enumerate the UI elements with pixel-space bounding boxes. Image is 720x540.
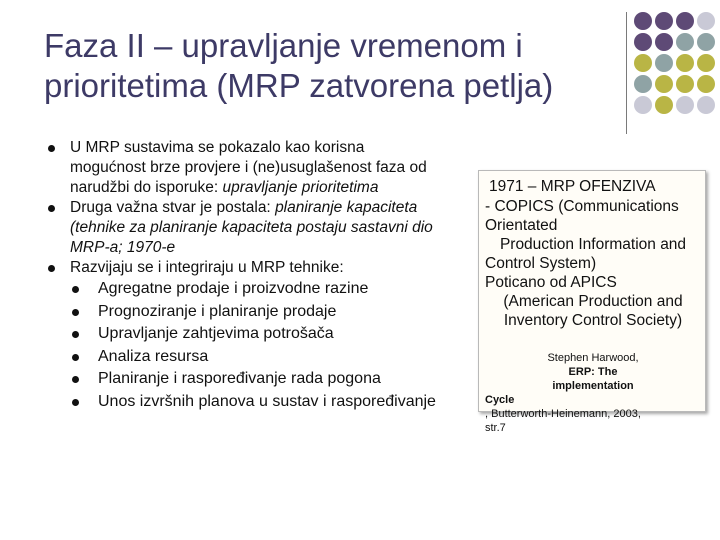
sub-bullet-item xyxy=(44,391,504,414)
sub-bullet-item xyxy=(44,301,504,324)
callout-heading: 1971 – MRP OFENZIVA xyxy=(489,178,656,195)
title-line-2: prioritetima (MRP zatvorena petlja) xyxy=(44,67,554,104)
sub-bullet-text: Unos izvršnih planova u sustav i raspoređivanje xyxy=(98,392,436,410)
decorative-dot xyxy=(676,54,694,72)
slide-title xyxy=(44,26,624,106)
sub-bullet-text: Analiza resursa xyxy=(98,347,209,365)
decorative-dot-grid xyxy=(630,10,720,134)
decorative-dot xyxy=(676,96,694,114)
bullet-dot-icon xyxy=(72,354,79,361)
decorative-dot xyxy=(697,54,715,72)
bullet-dot-icon xyxy=(48,205,55,212)
callout-body: - COPICS (Communications Orientated Production Information and Control System) Poticano od APICS (American Production and Inventory Control Society) xyxy=(485,198,687,329)
bullet-text: Druga važna stvar je postala: planiranje kapaciteta (tehnike za planiranje kapaciteta postaju sastavni dio MRP-a; 1970-e xyxy=(70,199,433,256)
decorative-dot xyxy=(634,75,652,93)
bullet-dot-icon xyxy=(48,265,55,272)
bullet-item xyxy=(44,198,504,258)
callout-citation: Stephen Harwood, ERP: The implementation Cycle , Butterworth-Heinemann, 2003, str.7 xyxy=(485,352,641,434)
callout-box xyxy=(478,170,706,434)
bullet-item xyxy=(44,258,504,278)
decorative-dot xyxy=(697,96,715,114)
bullet-dot-icon xyxy=(72,331,79,338)
decorative-dot xyxy=(697,12,715,30)
bullet-item xyxy=(44,138,504,198)
sub-bullet-text: Prognoziranje i planiranje prodaje xyxy=(98,302,337,320)
sub-bullet-item xyxy=(44,346,504,369)
sub-bullet-text: Planiranje i raspoređivanje rada pogona xyxy=(98,370,381,387)
decorative-dot xyxy=(634,33,652,51)
decorative-dot xyxy=(634,12,652,30)
decorative-dot xyxy=(697,33,715,51)
sub-bullet-item xyxy=(44,323,504,346)
decorative-dot xyxy=(634,54,652,72)
decorative-dot xyxy=(655,54,673,72)
bullet-text: U MRP sustavima se pokazalo kao korisna mogućnost brze provjere i (ne)usuglašenost faza od narudžbi do isporuke: upravljanje prioritetima xyxy=(70,139,427,196)
sub-bullet-item xyxy=(44,278,504,301)
bullet-text: Razvijaju se i integriraju u MRP tehnike: xyxy=(70,259,344,276)
sub-bullet-text: Agregatne prodaje i proizvodne razine xyxy=(98,280,369,297)
decorative-dot xyxy=(676,75,694,93)
bullet-dot-icon xyxy=(72,286,79,293)
decorative-dot xyxy=(676,33,694,51)
decorative-dot xyxy=(655,33,673,51)
decorative-dot xyxy=(655,12,673,30)
decorative-dot xyxy=(634,96,652,114)
bullet-dot-icon xyxy=(72,309,79,316)
bullet-dot-icon xyxy=(72,376,79,383)
bullet-dot-icon xyxy=(48,145,55,152)
title-divider xyxy=(626,12,627,134)
decorative-dot xyxy=(697,75,715,93)
bullet-list xyxy=(44,138,504,413)
decorative-dot xyxy=(676,12,694,30)
decorative-dot xyxy=(655,75,673,93)
decorative-dot xyxy=(655,96,673,114)
bullet-dot-icon xyxy=(72,399,79,406)
sub-bullet-item xyxy=(44,368,504,391)
sub-bullet-text: Upravljanje zahtjevima potrošača xyxy=(98,325,334,342)
title-line-1: Faza II – upravljanje vremenom i xyxy=(44,27,523,64)
